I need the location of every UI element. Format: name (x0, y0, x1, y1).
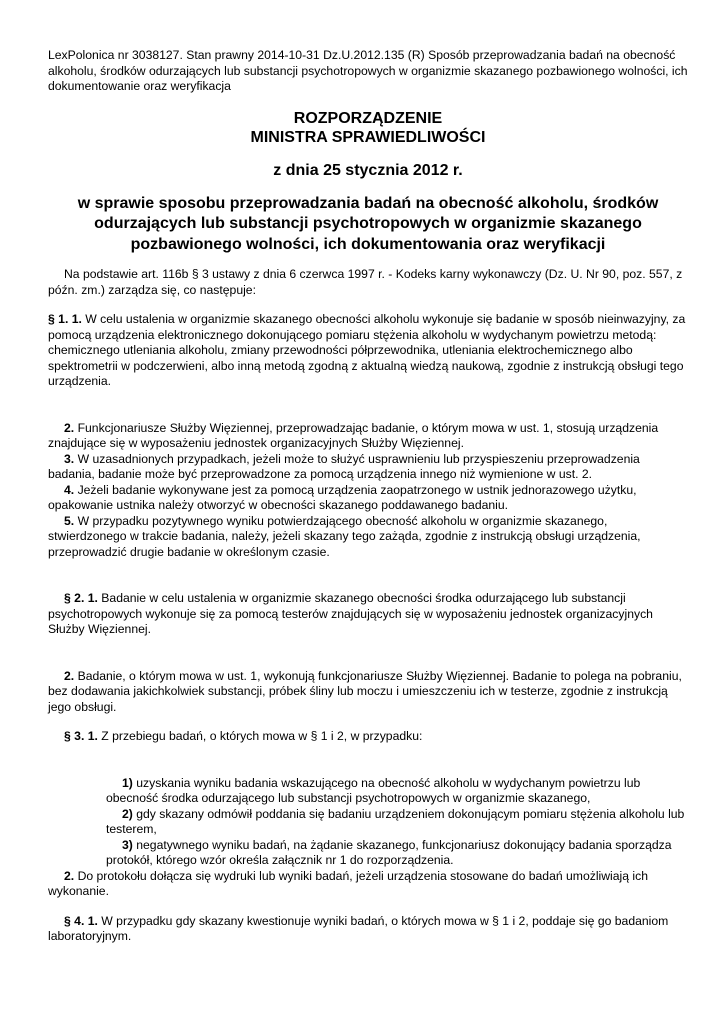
section-1-label: § 1. 1. (48, 312, 82, 326)
document-page (48, 48, 688, 945)
section-3-point: 3) negatywnego wyniku badań, na żądanie skazanego, funkcjonariusz dokonujący badania sporządza protokół, którego wzór określa załącznik nr 1 do rozporządzenia. (106, 837, 672, 867)
section-3-points (48, 776, 688, 869)
section-3-paragraph-1: § 3. 1. Z przebiegu badań, o których mowa w § 1 i 2, w przypadku: (64, 729, 423, 743)
section-3-point: 2) gdy skazany odmówił poddania się badaniu urządzeniem dokonującym pomiaru stężenia alkoholu lub testerem, (106, 806, 685, 836)
section-4-label: § 4. 1. (64, 913, 98, 928)
section-2-paragraph-2: 2. Badanie, o którym mowa w ust. 1, wykonują funkcjonariusze Służby Więziennej. Badanie to polega na pobraniu, bez dodawania jakichkolwiek substancji, próbek śliny lub moczu i umieszczeniu ich w testerze, zgodnie z instrukcją jego obsługi. (48, 668, 682, 714)
act-date: z dnia 25 stycznia 2012 r. (273, 161, 463, 179)
section-2-label: § 2. 1. (64, 591, 98, 605)
section-1-item: 5. W przypadku pozytywnego wyniku potwierdzającego obecność alkoholu w organizmie skazanego, stwierdzonego w trakcie badania, należy, jeżeli skazany tego zażąda, zgodnie z instrukcją obsługi urządzenia, przeprowadzić drugie badanie w określonym czasie. (48, 513, 641, 559)
section-3-paragraph-2: 2. Do protokołu dołącza się wydruki lub wyniki badań, jeżeli urządzenia stosowane do badań umożliwiają ich wykonanie. (48, 868, 648, 898)
issuing-ministry: MINISTRA SPRAWIEDLIWOŚCI (250, 128, 486, 146)
section-4-paragraph-1: § 4. 1. W przypadku gdy skazany kwestionuje wyniki badań, o których mowa w § 1 i 2, poddaje się go badaniom laboratoryjnym. (48, 913, 669, 943)
section-1-item: 4. Jeżeli badanie wykonywane jest za pomocą urządzenia zaopatrzonego w ustnik jednorazowego użytku, opakowanie ustnika należy otworzyć w obecności skazanego poddawanego badaniu. (48, 482, 637, 512)
title-block (48, 109, 688, 256)
document-source-header: LexPolonica nr 3038127. Stan prawny 2014-10-31 Dz.U.2012.135 (R) Sposób przeprowadzania badań na obecność alkoholu, środków odurzających lub substancji psychotropowych w organizmie skazanego pozbawionego wolności, ich dokumentowanie oraz weryfikacja (48, 48, 688, 93)
section-3-point: 1) uzyskania wyniku badania wskazującego na obecność alkoholu w wydychanym powietrzu lub obecność środka odurzającego lub substancji psychotropowych w organizmie skazanego, (106, 775, 641, 805)
section-1-item: 3. W uzasadnionych przypadkach, jeżeli może to służyć usprawnieniu lub przyspieszeniu przeprowadzenia badania, badanie może być przeprowadzone za pomocą urządzenia innego niż wymienione w ust. 2. (48, 451, 640, 481)
section-1-text: W celu ustalenia w organizmie skazanego obecności alkoholu wykonuje się badanie w sposób nieinwazyjny, za pomocą urządzenia elektronicznego dokonującego pomiaru stężenia alkoholu w wydychanym powietrzu metodą: chemicznego utleniania alkoholu, zmiany przewodności półprzewodnika, utleniania elektrochemicznego albo spektrometrii w podczerwieni, albo inną metodą zgodną z aktualną wiedzą naukową, zgodnie z instrukcją obsługi tego urządzenia. (48, 312, 686, 388)
act-type: ROZPORZĄDZENIE (293, 109, 443, 127)
section-3-label: § 3. 1. (64, 729, 98, 743)
section-1-item: 2. Funkcjonariusze Służby Więziennej, przeprowadzając badanie, o którym mowa w ust. 1, stosują urządzenia znajdujące się w wyposażeniu jednostek organizacyjnych Służby Więziennej. (48, 420, 659, 450)
preamble: Na podstawie art. 116b § 3 ustawy z dnia 6 czerwca 1997 r. - Kodeks karny wykonawczy (Dz. U. Nr 90, poz. 557, z późn. zm.) zarządza się, co następuje: (48, 267, 683, 297)
section-1-paragraph-1 (48, 312, 688, 390)
act-subject: w sprawie sposobu przeprowadzania badań na obecność alkoholu, środków odurzających lub substancji psychotropowych w organizmie skazanego pozbawionego wolności, ich dokumentowania oraz weryfikacji (77, 194, 659, 253)
section-2-paragraph-1: § 2. 1. Badanie w celu ustalenia w organizmie skazanego obecności środka odurzającego lub substancji psychotropowych wykonuje się za pomocą testerów znajdujących się w wyposażeniu jednostek organizacyjnych Służby Więziennej. (48, 591, 653, 636)
section-1-items (48, 421, 688, 561)
